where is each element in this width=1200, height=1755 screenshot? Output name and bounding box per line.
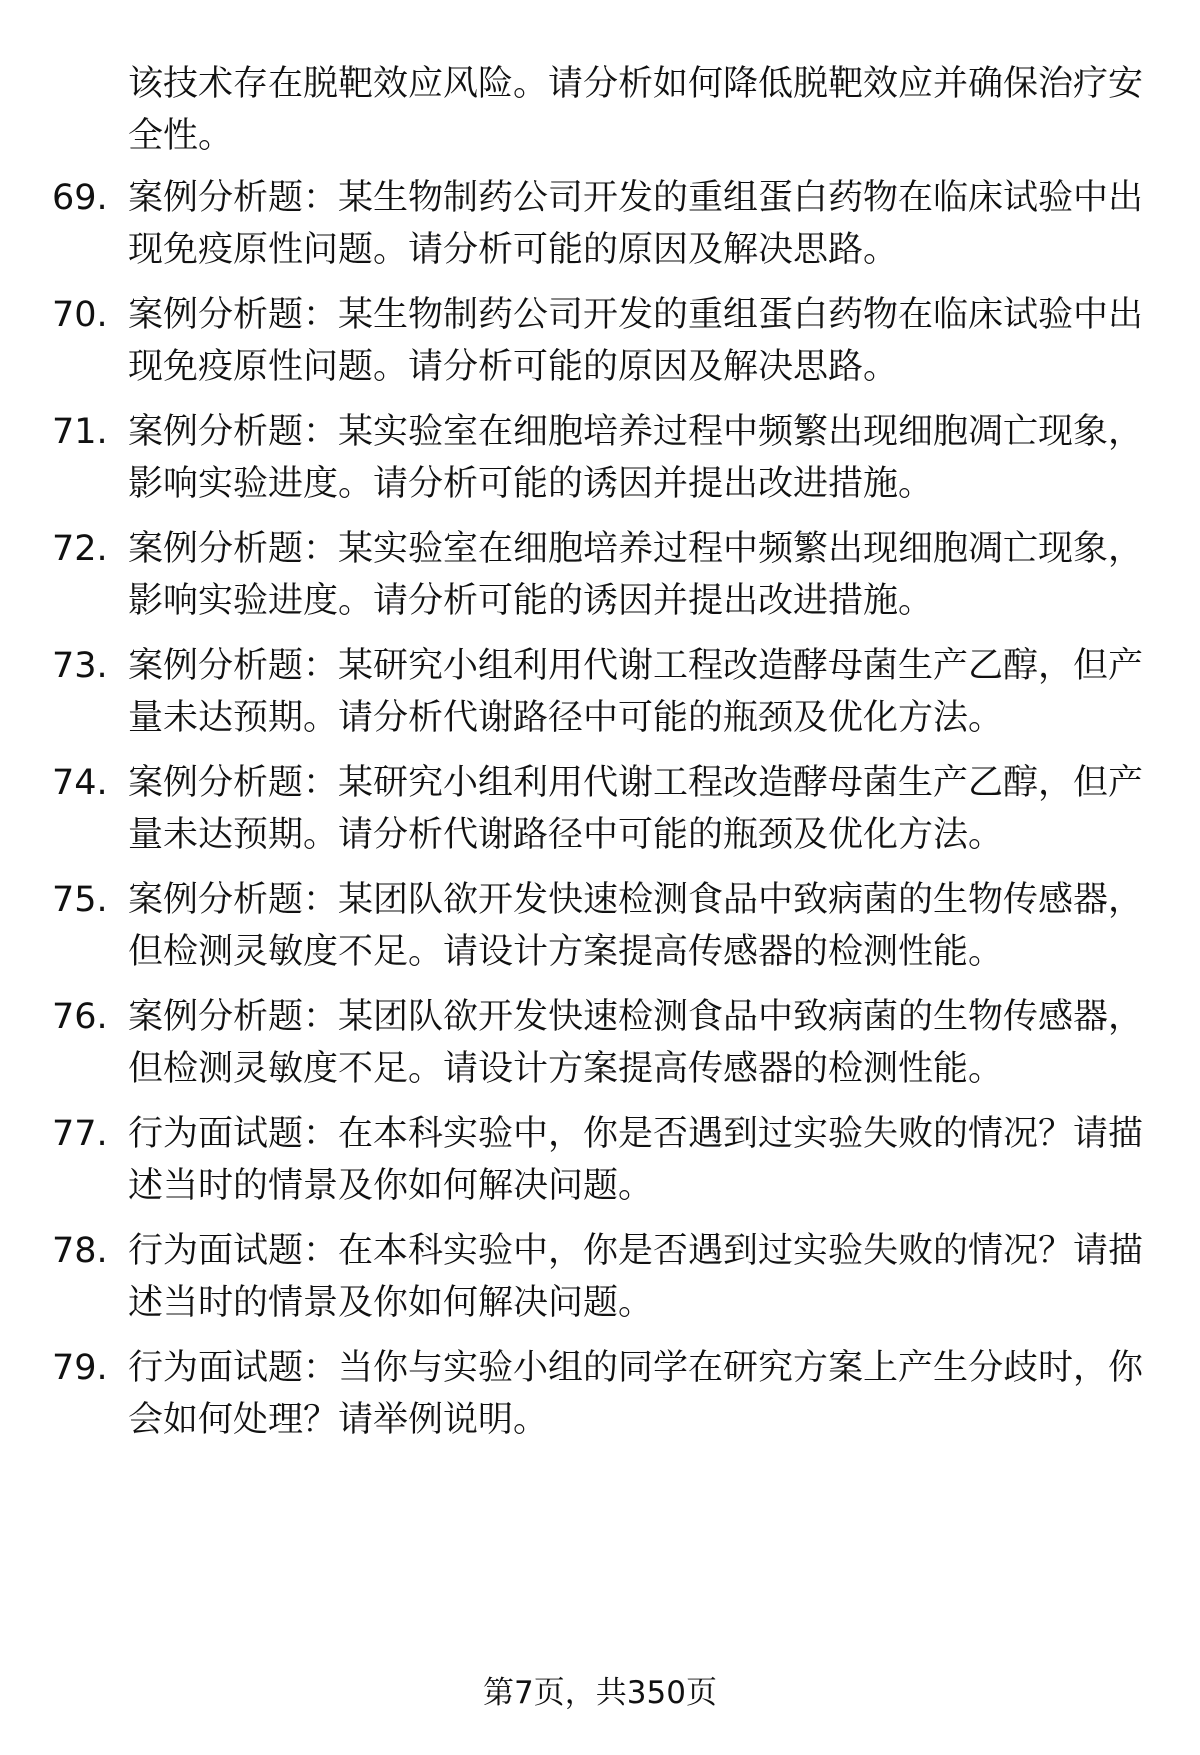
item-number: 75. (52, 880, 108, 920)
item-number: 73. (52, 646, 108, 686)
item-number: 76. (52, 997, 108, 1037)
item-text: 案例分析题：某实验室在细胞培养过程中频繁出现细胞凋亡现象，影响实验进度。请分析可能的诱因并提出改进措施。 (128, 529, 1144, 621)
item-text: 案例分析题：某研究小组利用代谢工程改造酵母菌生产乙醇，但产量未达预期。请分析代谢路径中可能的瓶颈及优化方法。 (128, 763, 1144, 855)
item-text: 案例分析题：某团队欲开发快速检测食品中致病菌的生物传感器，但检测灵敏度不足。请设计方案提高传感器的检测性能。 (128, 880, 1144, 972)
page-footer: 第7页，共350页 (483, 1675, 717, 1711)
item-number: 74. (52, 763, 108, 803)
item-text: 案例分析题：某团队欲开发快速检测食品中致病菌的生物传感器，但检测灵敏度不足。请设计方案提高传感器的检测性能。 (128, 997, 1144, 1089)
item-text: 案例分析题：某生物制药公司开发的重组蛋白药物在临床试验中出现免疫原性问题。请分析可能的原因及解决思路。 (128, 295, 1144, 387)
item-text: 案例分析题：某生物制药公司开发的重组蛋白药物在临床试验中出现免疫原性问题。请分析可能的原因及解决思路。 (128, 178, 1144, 270)
item-number: 78. (52, 1231, 108, 1271)
item-text: 案例分析题：某实验室在细胞培养过程中频繁出现细胞凋亡现象，影响实验进度。请分析可能的诱因并提出改进措施。 (128, 412, 1144, 504)
item-number: 72. (52, 529, 108, 569)
item-number: 70. (52, 295, 108, 335)
item-text: 行为面试题：在本科实验中，你是否遇到过实验失败的情况？请描述当时的情景及你如何解决问题。 (128, 1114, 1144, 1206)
item-number: 79. (52, 1348, 108, 1388)
item-number: 69. (52, 178, 108, 218)
item-number: 77. (52, 1114, 108, 1154)
item-text: 案例分析题：某研究小组利用代谢工程改造酵母菌生产乙醇，但产量未达预期。请分析代谢路径中可能的瓶颈及优化方法。 (128, 646, 1144, 738)
item-text: 行为面试题：当你与实验小组的同学在研究方案上产生分歧时，你会如何处理？请举例说明。 (128, 1348, 1144, 1440)
continued-question-text: 该技术存在脱靶效应风险。请分析如何降低脱靶效应并确保治疗安全性。 (128, 64, 1144, 156)
item-number: 71. (52, 412, 108, 452)
item-text: 行为面试题：在本科实验中，你是否遇到过实验失败的情况？请描述当时的情景及你如何解决问题。 (128, 1231, 1144, 1323)
